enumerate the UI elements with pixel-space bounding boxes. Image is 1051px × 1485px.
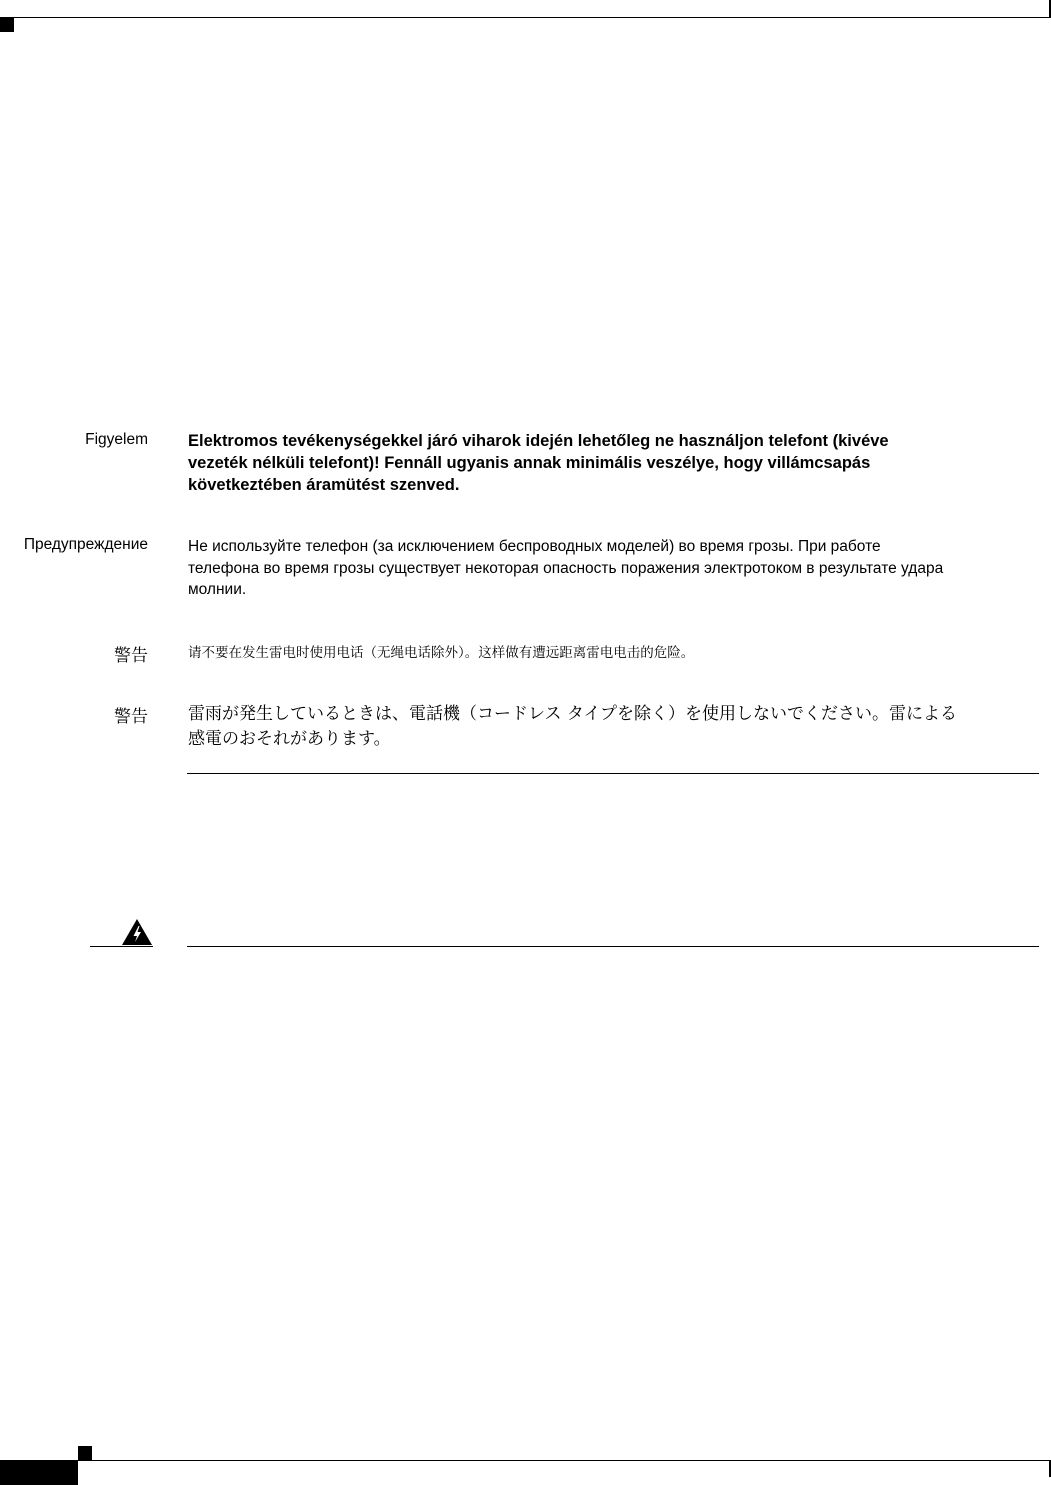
warning-text xyxy=(188,643,1043,665)
warning-rule xyxy=(187,946,1039,947)
footer-page-tab xyxy=(0,1461,78,1485)
warning-line: молнии. xyxy=(188,581,247,598)
section-divider xyxy=(187,773,1039,774)
warning-text xyxy=(188,536,1043,601)
warning-line: 感電のおそれがあります。 xyxy=(188,729,391,749)
warning-text xyxy=(188,702,1043,752)
warning-line: 请不要在发生雷电时使用电话（无绳电话除外）。这样做有遭远距离雷电电击的危险。 xyxy=(188,645,695,661)
warning-label: 警告 xyxy=(114,707,148,727)
footer-corner-mark xyxy=(78,1446,92,1460)
footer-rule xyxy=(0,1460,1051,1461)
warning-text xyxy=(188,430,1043,496)
warning-label: Figyelem xyxy=(85,431,148,448)
warning-line: 雷雨が発生しているときは、電話機（コードレス タイプを除く）を使用しないでください。雷による xyxy=(188,704,958,724)
warning-line: Elektromos tevékenységekkel járó viharok idején lehetőleg ne használjon telefont (kivéve xyxy=(188,432,889,450)
warning-line: vezeték nélküli telefont)! Fennáll ugyanis annak minimális veszélye, hogy villámcsapás xyxy=(188,454,871,472)
icon-underline xyxy=(90,946,153,947)
top-corner-mark xyxy=(0,18,14,32)
warning-line: телефона во время грозы существует некоторая опасность поражения электротоком в результате удара xyxy=(188,559,944,577)
warning-label: 警告 xyxy=(114,646,148,666)
warning-label: Предупреждение xyxy=(23,536,148,553)
electrical-hazard-icon xyxy=(121,918,153,946)
top-rule xyxy=(0,17,1051,18)
warning-line: Не используйте телефон (за исключением беспроводных моделей) во время грозы. При работе xyxy=(188,538,881,555)
warning-line: következtében áramütést szenved. xyxy=(188,476,460,494)
